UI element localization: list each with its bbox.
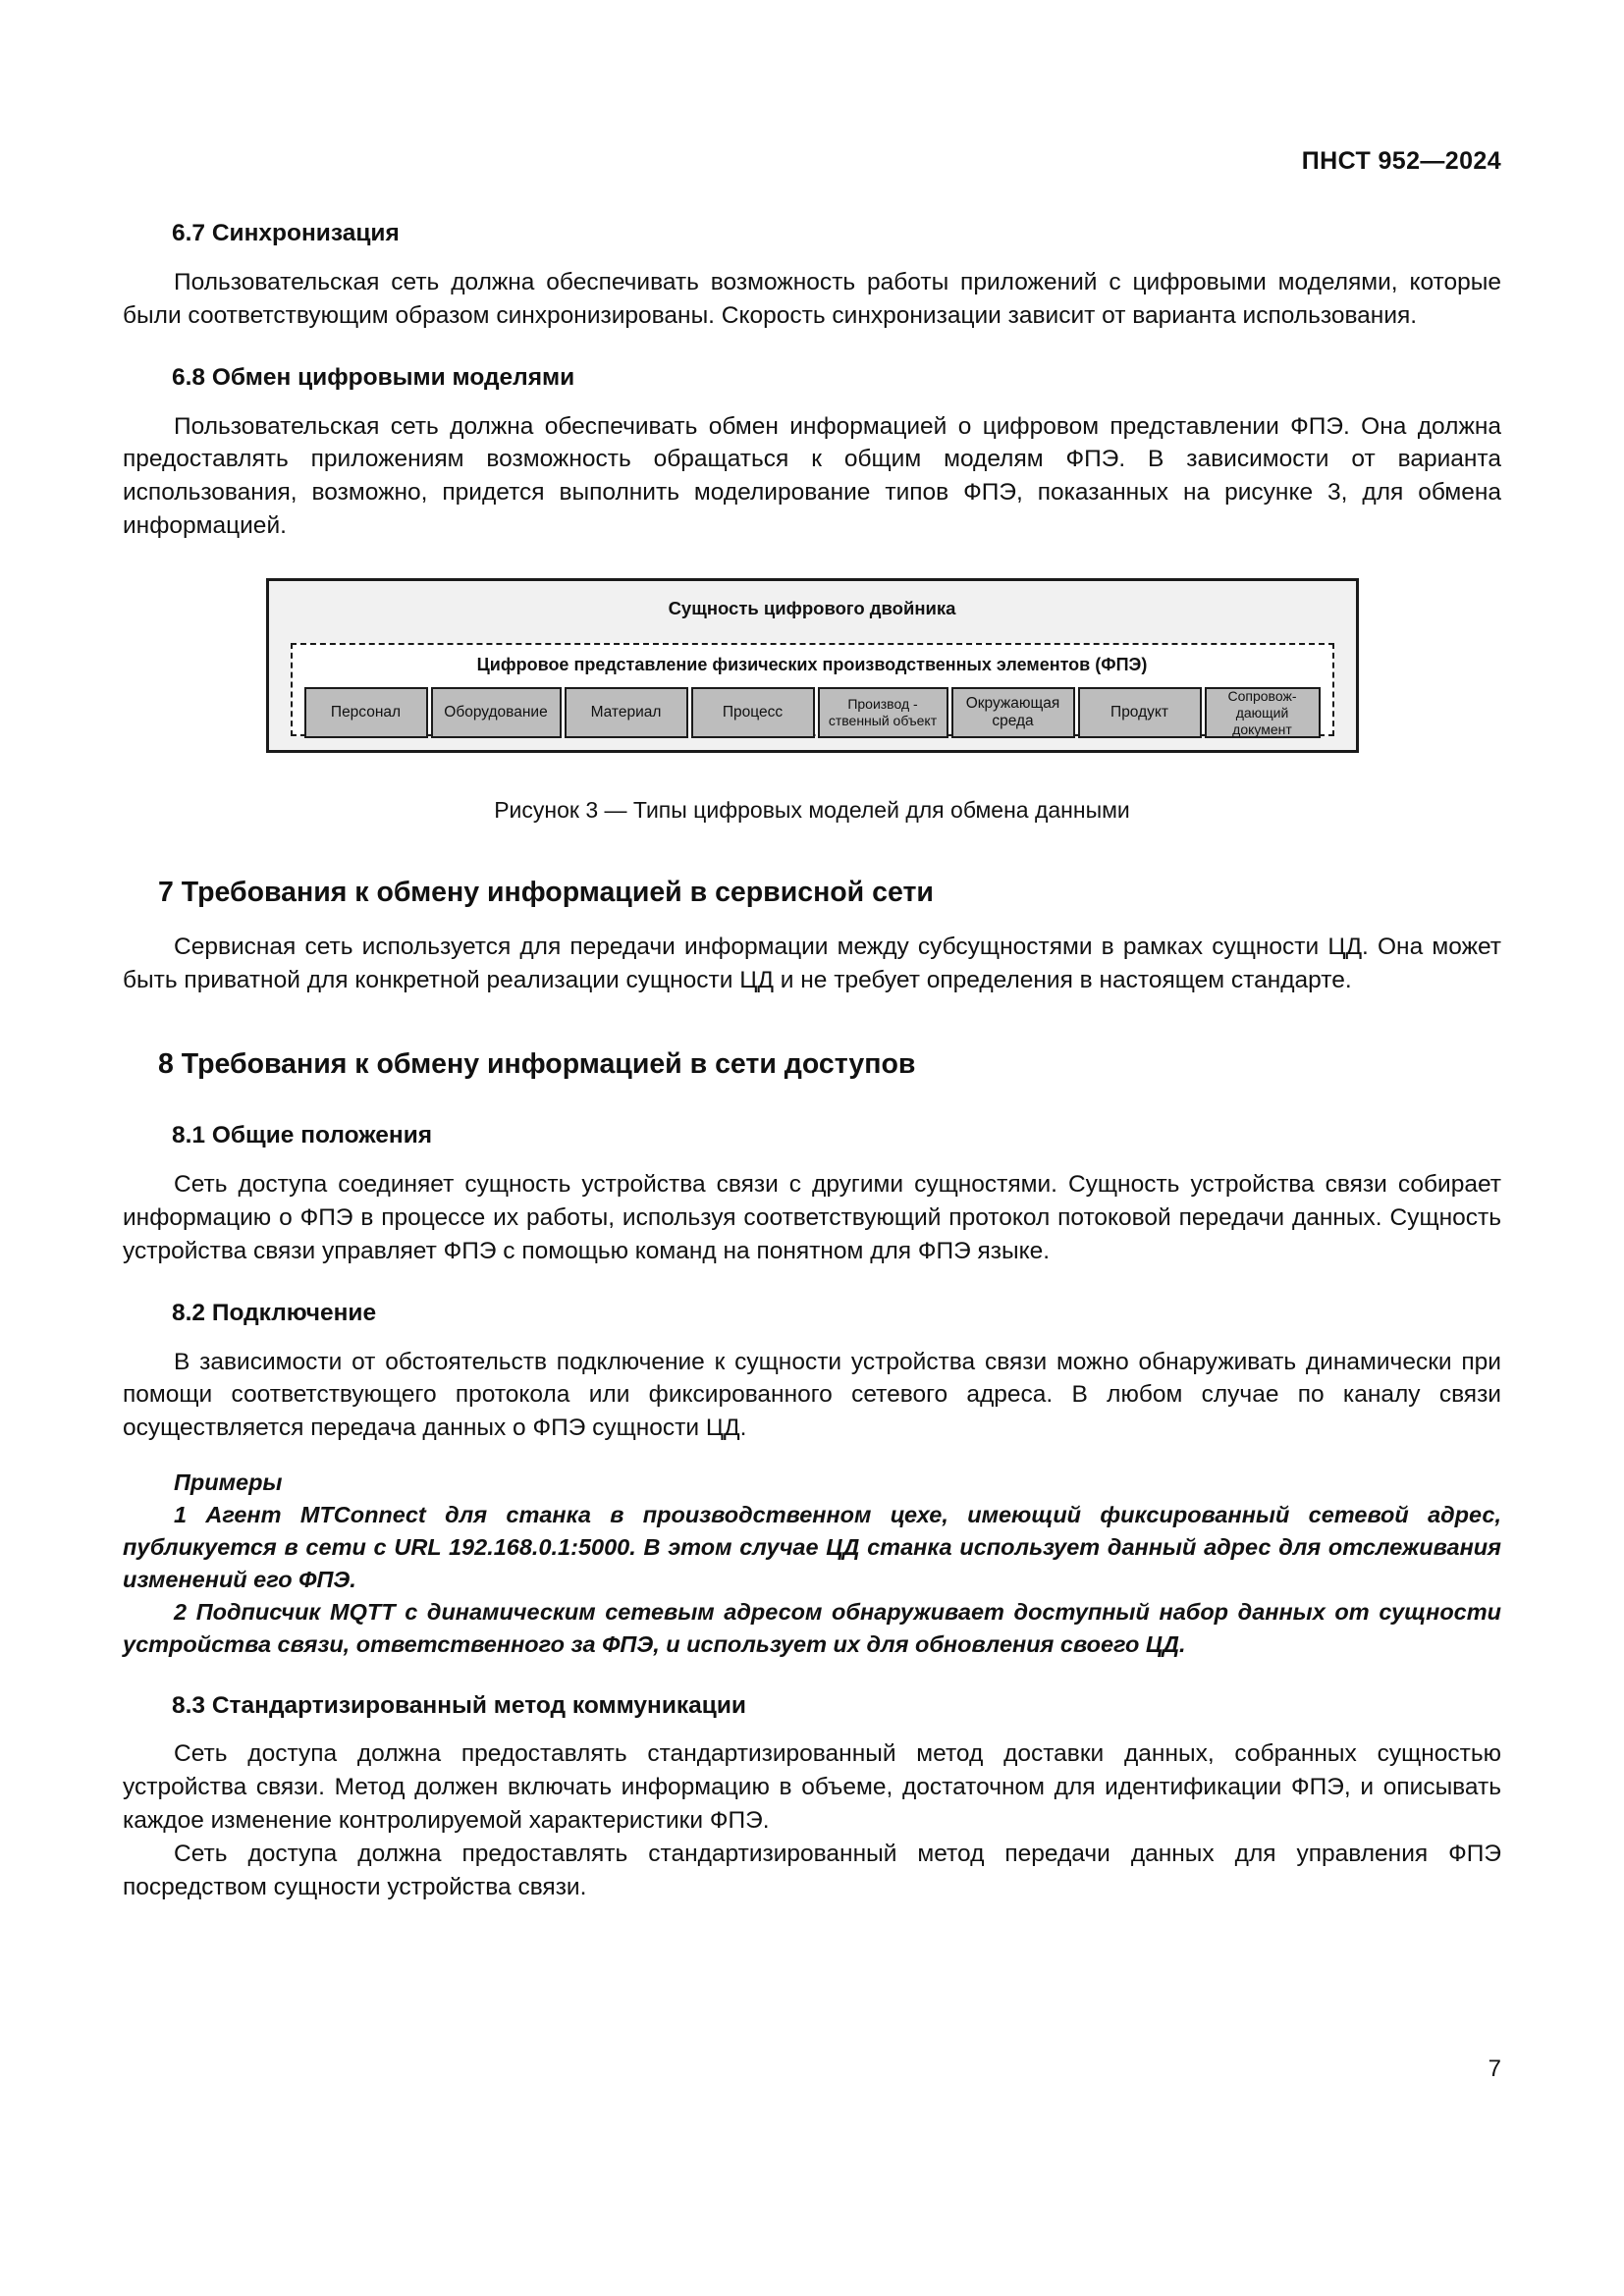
- clause-heading-6-8: 6.8 Обмен цифровыми моделями: [172, 363, 575, 391]
- fpe-element-personnel: Персонал: [304, 687, 428, 738]
- figure-3: [123, 578, 1501, 826]
- example-item-1: 1 Агент MTConnect для станка в производственном цехе, имеющий фиксированный сетевой адрес, публикуется в сети с URL 192.168.0.1:5000. В этом случае ЦД станка использует данный адрес для отслеживания изменений его ФПЭ.: [123, 1502, 1501, 1592]
- fpe-element-environment: Окружающая среда: [951, 687, 1075, 738]
- examples-title: Примеры: [174, 1469, 283, 1496]
- digital-representation-title: Цифровое представление физических производственных элементов (ФПЭ): [476, 655, 1148, 675]
- section-heading-7: 7 Требования к обмену информацией в сервисной сети: [158, 877, 934, 909]
- page-number: 7: [1488, 2056, 1501, 2082]
- fpe-element-equipment: Оборудование: [431, 687, 562, 738]
- running-header-standard-id: ПНСТ 952—2024: [1301, 147, 1501, 175]
- examples-block: [123, 1467, 1501, 1660]
- clause-heading-8-1: 8.1 Общие положения: [172, 1122, 433, 1149]
- clause-paragraph-8-3-b: Сеть доступа должна предоставлять стандартизированный метод передачи данных для управления ФПЭ посредством сущности устройства связи.: [123, 1841, 1501, 1901]
- clause-paragraph-6-7: Пользовательская сеть должна обеспечивать возможность работы приложений с цифровыми моделями, которые были соответствующим образом синхронизированы. Скорость синхронизации зависит от варианта использования.: [123, 268, 1501, 329]
- fpe-element-process: Процесс: [691, 687, 815, 738]
- clause-paragraph-8-3-a: Сеть доступа должна предоставлять стандартизированный метод доставки данных, собранных сущностью устройства связи. Метод должен включать информацию в объеме, достаточном для идентификации ФПЭ, и описывать каждое изменение контролируемой характеристики ФПЭ.: [123, 1740, 1501, 1835]
- digital-representation-box: [291, 643, 1334, 736]
- clause-paragraph-6-8: Пользовательская сеть должна обеспечивать обмен информацией о цифровом представлении ФПЭ. Она должна предоставлять приложениям возможность обращаться к общим моделям ФПЭ. В зависимости от варианта использования, возможно, придется выполнить моделирование типов ФПЭ, показанных на рисунке 3, для обмена информацией.: [123, 412, 1501, 540]
- clause-paragraph-8-1: Сеть доступа соединяет сущность устройства связи с другими сущностями. Сущность устройства связи собирает информацию о ФПЭ в процессе их работы, используя соответствующий протокол потоковой передачи данных. Сущность устройства связи управляет ФПЭ с помощью команд на понятном для ФПЭ языке.: [123, 1170, 1501, 1264]
- fpe-element-product: Продукт: [1078, 687, 1202, 738]
- clause-heading-6-7: 6.7 Синхронизация: [172, 220, 400, 246]
- section-paragraph-7: Сервисная сеть используется для передачи информации между субсущностями в рамках сущности ЦД. Она может быть приватной для конкретной реализации сущности ЦД и не требует определения в настоящем стандарте.: [123, 934, 1501, 994]
- fpe-element-accompanying-document: Сопровож- дающий документ: [1205, 687, 1321, 738]
- digital-twin-entity-box: [266, 578, 1359, 753]
- clause-heading-8-3: 8.3 Стандартизированный метод коммуникации: [172, 1691, 746, 1719]
- page-content: [123, 0, 1501, 2296]
- clause-paragraph-8-2: В зависимости от обстоятельств подключение к сущности устройства связи можно обнаруживать динамически при помощи соответствующего протокола или фиксированного сетевого адреса. В любом случае по каналу связи осуществляется передача данных о ФПЭ сущности ЦД.: [123, 1348, 1501, 1442]
- document-body: [123, 218, 1501, 1904]
- fpe-element-material: Материал: [565, 687, 688, 738]
- figure-3-caption: Рисунок 3 — Типы цифровых моделей для обмена данными: [494, 797, 1130, 824]
- digital-twin-entity-title: Сущность цифрового двойника: [668, 598, 956, 619]
- fpe-element-production-facility: Производ - ственный объект: [818, 687, 948, 738]
- fpe-element-boxes-row: [304, 687, 1321, 738]
- example-item-2: 2 Подписчик MQTT с динамическим сетевым адресом обнаруживает доступный набор данных от сущности устройства связи, ответственного за ФПЭ, и использует их для обновления своего ЦД.: [123, 1598, 1501, 1657]
- clause-heading-8-2: 8.2 Подключение: [172, 1299, 377, 1326]
- section-heading-8: 8 Требования к обмену информацией в сети доступов: [158, 1048, 916, 1080]
